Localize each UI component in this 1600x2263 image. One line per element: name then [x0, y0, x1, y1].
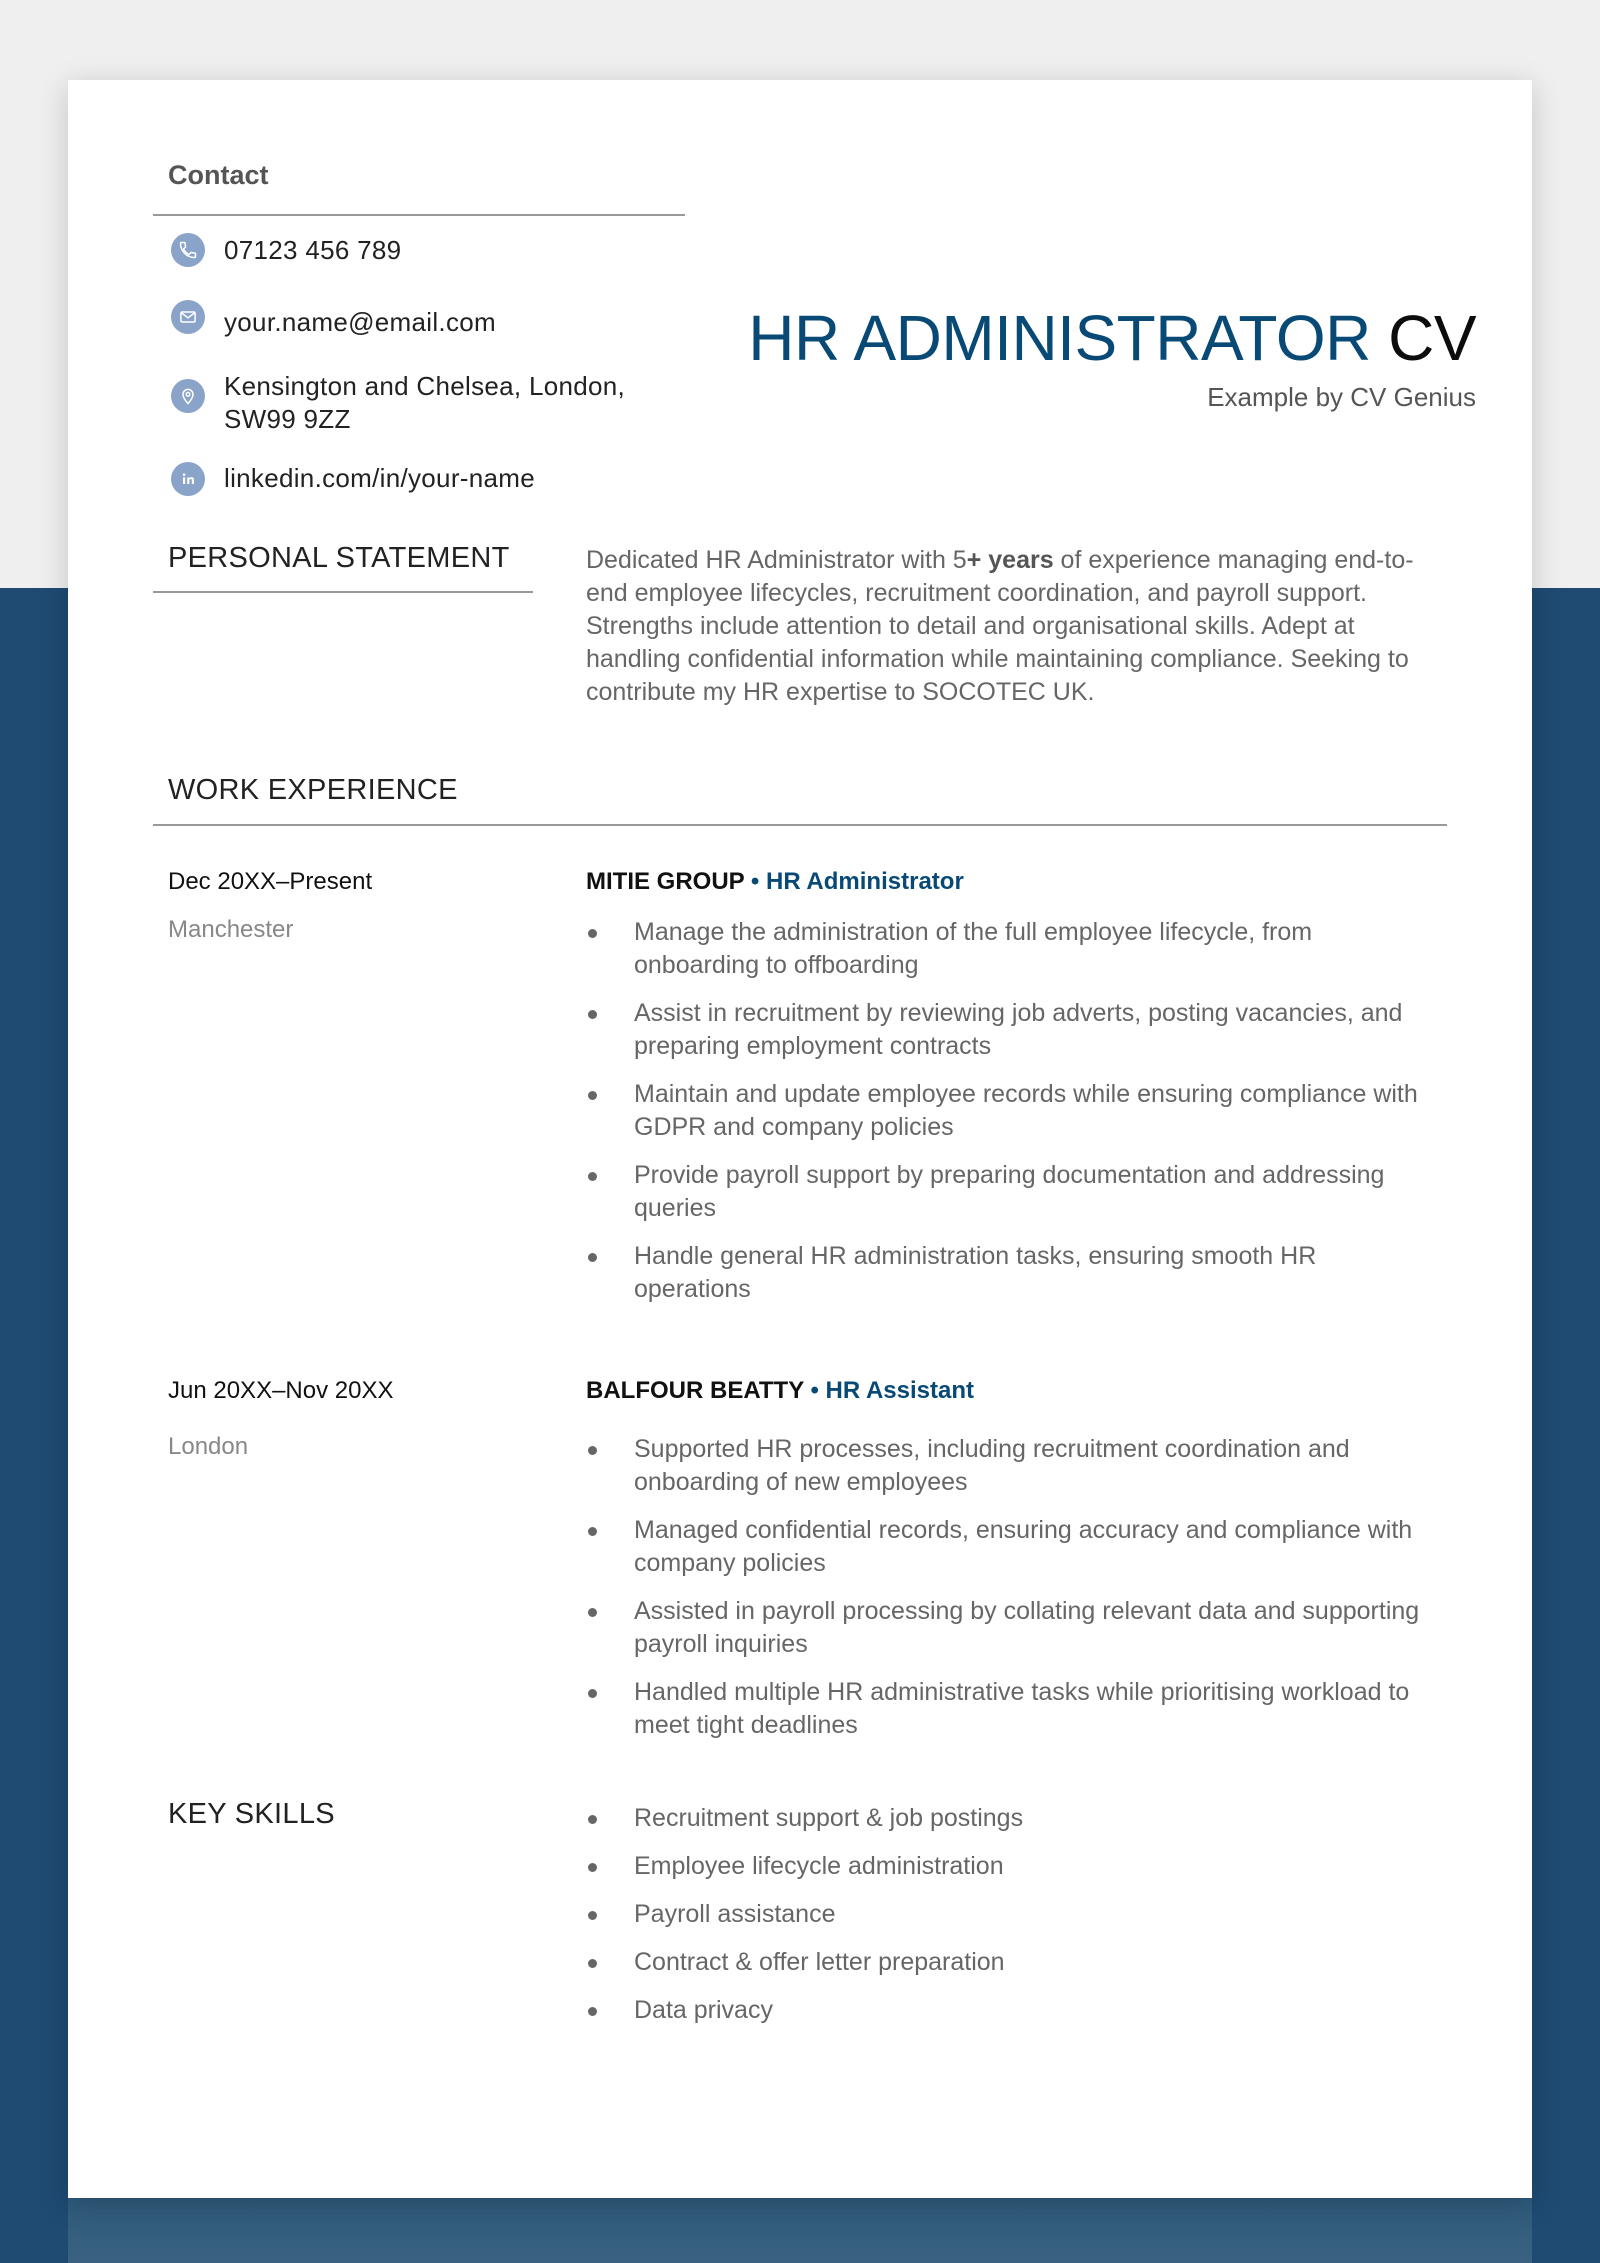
- job-company: BALFOUR BEATTY: [586, 1377, 804, 1404]
- skill-item: Employee lifecycle administration: [586, 1850, 1426, 1883]
- contact-phone: 07123 456 789: [224, 235, 402, 265]
- job-bullet: Assist in recruitment by reviewing job adverts, posting vacancies, and preparing employment contracts: [586, 997, 1426, 1063]
- job-bullet: Supported HR processes, including recruitment coordination and onboarding of new employees: [586, 1433, 1426, 1499]
- job-heading: [586, 868, 964, 896]
- cv-title-suffix: CV: [1388, 302, 1476, 374]
- skill-item: Data privacy: [586, 1994, 1426, 2027]
- job-bullet: Maintain and update employee records while ensuring compliance with GDPR and company policies: [586, 1078, 1426, 1144]
- contact-heading: Contact: [168, 160, 269, 190]
- job-dates: Dec 20XX–Present: [168, 868, 373, 895]
- job-bullet: Manage the administration of the full employee lifecycle, from onboarding to offboarding: [586, 916, 1426, 982]
- job-company: MITIE GROUP: [586, 868, 745, 895]
- cv-title-main: HR ADMINISTRATOR: [748, 302, 1371, 374]
- statement-bold: + years: [966, 546, 1054, 574]
- job-role: • HR Assistant: [803, 1377, 974, 1404]
- job-bullet-list: [586, 1433, 1426, 1742]
- personal-statement-divider: [153, 591, 533, 593]
- job-heading: [586, 1377, 974, 1405]
- cv-title: [748, 302, 1476, 374]
- job-bullet: Managed confidential records, ensuring accuracy and compliance with company policies: [586, 1514, 1426, 1580]
- phone-icon: [171, 233, 205, 267]
- mail-icon: [171, 300, 205, 334]
- skill-item: Payroll assistance: [586, 1898, 1426, 1931]
- contact-address-line2: SW99 9ZZ: [224, 404, 351, 434]
- key-skills-heading: KEY SKILLS: [168, 1798, 335, 1830]
- job-dates: Jun 20XX–Nov 20XX: [168, 1377, 394, 1404]
- job-bullet: Provide payroll support by preparing documentation and addressing queries: [586, 1159, 1426, 1225]
- contact-address-line1: Kensington and Chelsea, London,: [224, 371, 626, 401]
- linkedin-icon: [171, 462, 205, 496]
- location-icon: [171, 379, 205, 413]
- personal-statement-text: [586, 544, 1446, 709]
- contact-linkedin[interactable]: linkedin.com/in/your-name: [224, 463, 535, 493]
- contact-divider: [153, 214, 685, 216]
- skill-item: Contract & offer letter preparation: [586, 1946, 1426, 1979]
- job-role: • HR Administrator: [744, 868, 964, 895]
- work-experience-divider: [153, 824, 1447, 826]
- skills-list: [586, 1802, 1426, 2027]
- statement-pre: Dedicated HR Administrator with 5: [586, 546, 967, 574]
- job-location: London: [168, 1433, 249, 1460]
- statement-post: of experience managing end-to-end employee lifecycles, recruitment coordination, and payroll support. Strengths include attention to detail and organisational skills. Adept at handling confidential information while maintaining compliance. Seeking to contribute my HR expertise to SOCOTEC UK.: [586, 546, 1414, 706]
- job-bullet: Assisted in payroll processing by collating relevant data and supporting payroll inquiries: [586, 1595, 1426, 1661]
- cv-subtitle: Example by CV Genius: [1207, 382, 1476, 412]
- skill-item: Recruitment support & job postings: [586, 1802, 1426, 1835]
- contact-email: your.name@email.com: [224, 307, 496, 337]
- job-bullet-list: [586, 916, 1426, 1306]
- job-location: Manchester: [168, 916, 294, 943]
- work-experience-heading: WORK EXPERIENCE: [168, 774, 458, 806]
- job-bullet: Handle general HR administration tasks, ensuring smooth HR operations: [586, 1240, 1426, 1306]
- job-bullet: Handled multiple HR administrative tasks while prioritising workload to meet tight deadlines: [586, 1676, 1426, 1742]
- background-fade: [68, 2198, 1532, 2263]
- cv-page: [68, 80, 1532, 2198]
- personal-statement-heading: PERSONAL STATEMENT: [168, 542, 510, 574]
